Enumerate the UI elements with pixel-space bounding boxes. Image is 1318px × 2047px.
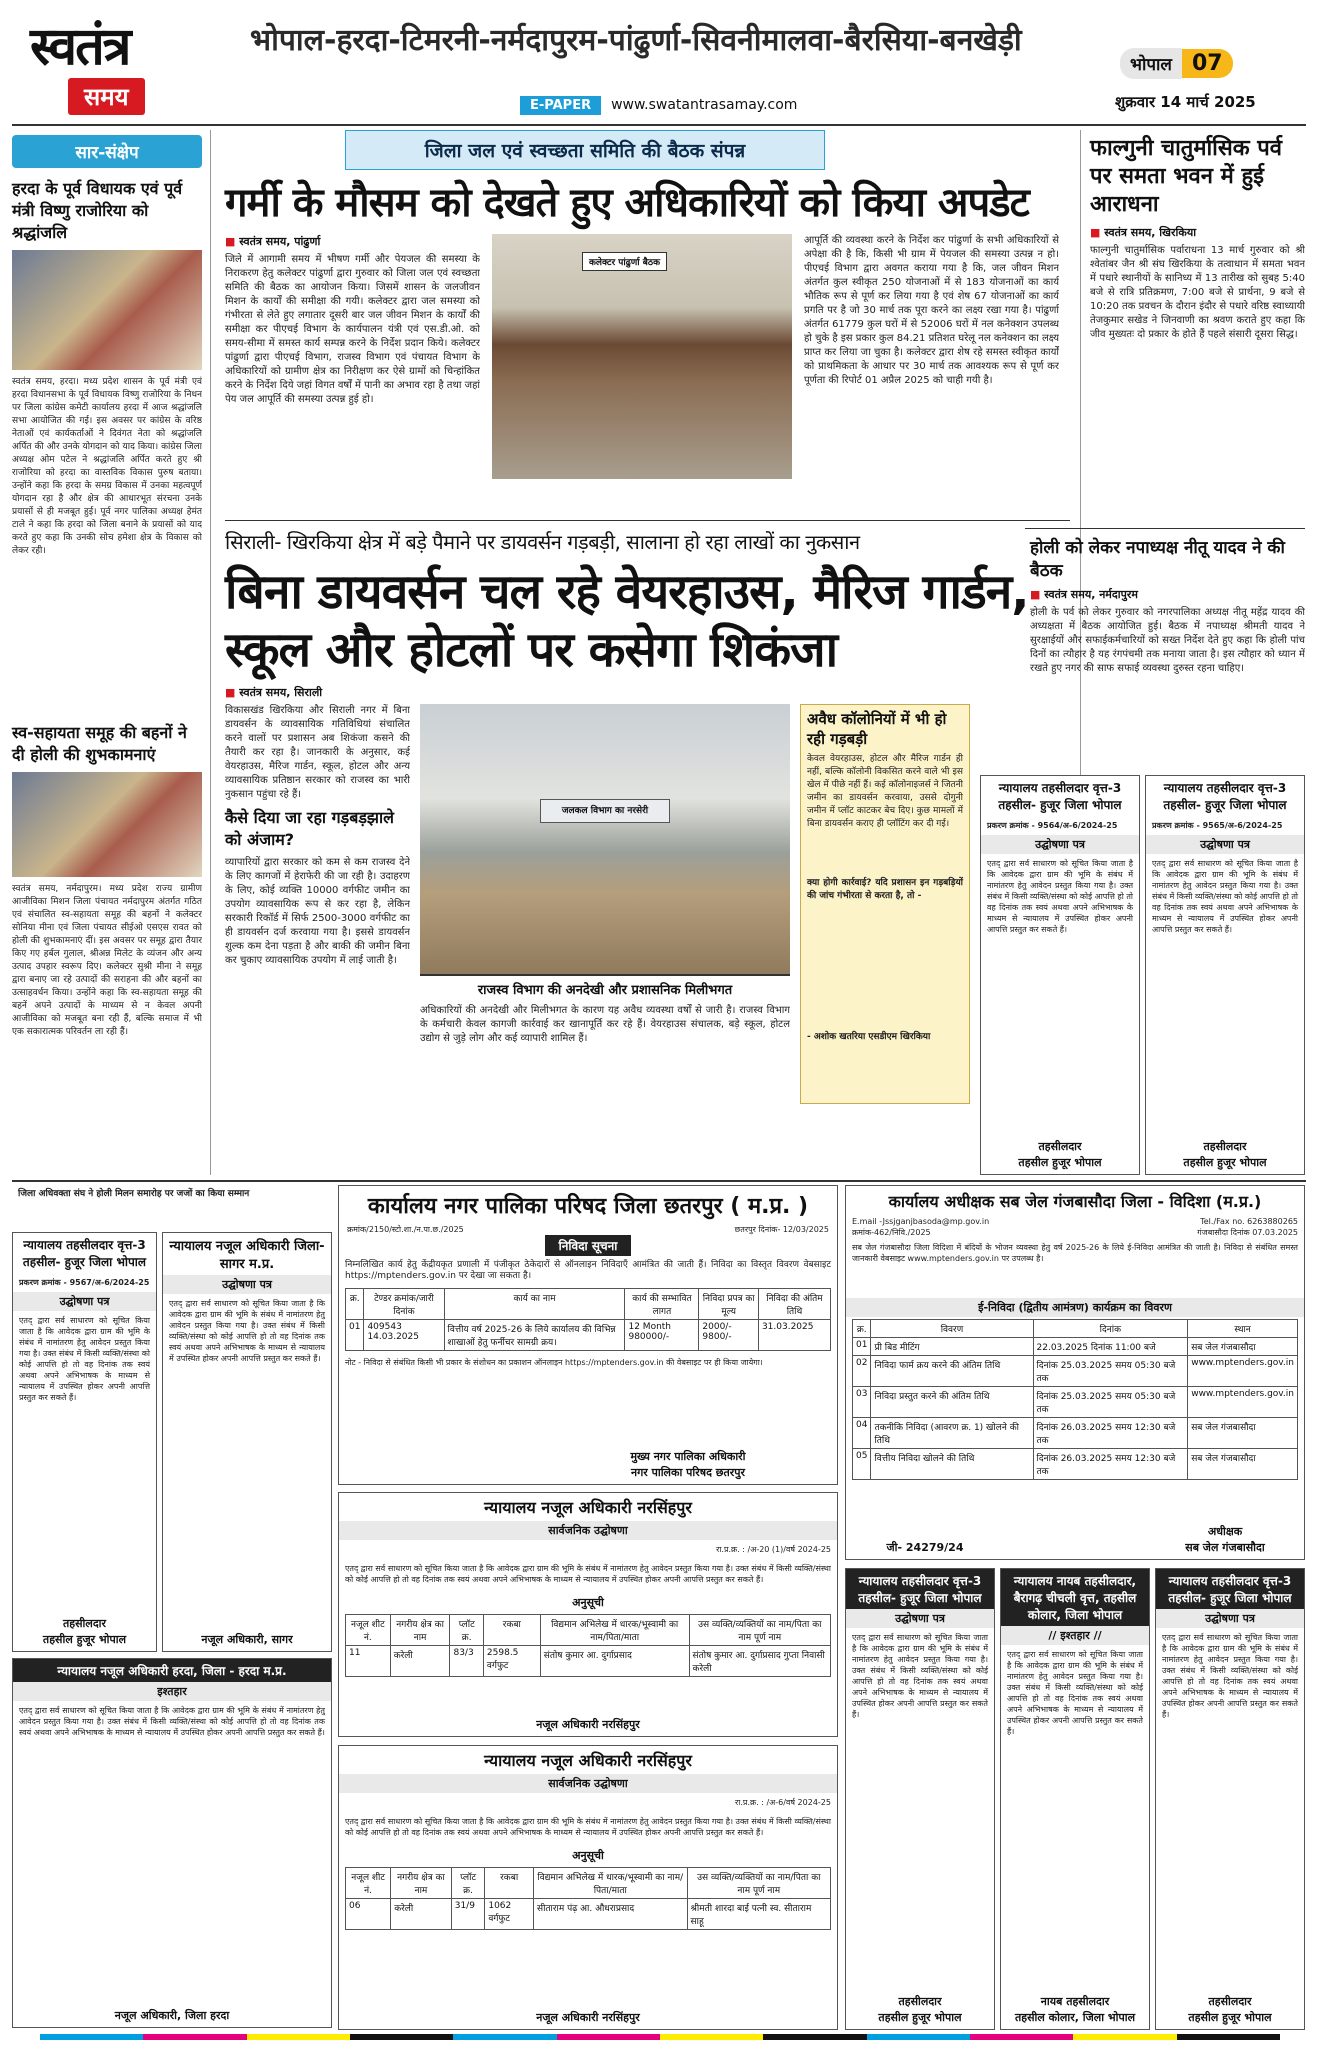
table-cell: 05 [853, 1449, 871, 1480]
tehsil-notice-4 [845, 1568, 995, 2030]
lead-meeting-photo [492, 234, 792, 479]
box-question: क्या होगी कार्रवाई? यदि प्रशासन इन गड़बड़ियों की जांच गंभीरता से करता है, तो - [807, 878, 963, 901]
table-header-cell: उस व्यक्ति/व्यक्तियों का नाम/पिता का नाम पूर्ण नाम [689, 1615, 830, 1646]
edition-cities: भोपाल-हरदा-टिमरनी-नर्मदापुरम-पांढुर्णा-सिवनीमालवा-बैरसिया-बनखेड़ी [250, 23, 1022, 58]
right-story1-body: फाल्गुनी चातुर्मासिक पर्वाराधना 13 मार्च गुरुवार को श्री श्वेतांबर जैन श्री संघ खिरकिया के तत्वाधान में समता भवन में पधारे स्थानीयों के सानिध्य में 13 तारीख को सुबह 5:40 बजे से रात्रि प्रतिक्रमण, 7:00 बजे से प्रार्थना, 9 बजे से 10:20 तक प्रवचन के दौरान इंदौर से पधारे वरिष्ठ स्वाध्यायी तेजकुमार सखेड ने जिनवाणी का श्रवण कराते हुए कहा कि जीव मुख्यतः दो प्रकार के होते हैं पहले संसारी दूसरा सिद्ध। [1090, 245, 1305, 340]
table-header-cell: विद्यमान अभिलेख में धारक/भूस्वामी का नाम/पिता/माता [540, 1615, 689, 1646]
jail-table-title: ई-निविदा (द्वितीय आमंत्रण) कार्यक्रम का विवरण [846, 1298, 1304, 1317]
newspaper-logo [30, 18, 215, 113]
table-cell: करेली [390, 1646, 450, 1677]
tehsil-notice-title: न्यायालय तहसीलदार वृत्त-3 तहसील- हुजूर जिला भोपाल [1163, 781, 1287, 812]
jail-body: सब जेल गंजबासौदा जिला विदिशा में बंदियों के भोजन व्यवस्था हेतु वर्ष 2025-26 के लिये ई-निविदा आमंत्रित की जाती है। निविदा से संबंधित समस्त जानकारी वेबसाइट www.mptenders.gov.in पर उपलब्ध है। [852, 1243, 1298, 1263]
tehsil-notice-body: एतद् द्वारा सर्व साधारण को सूचित किया जाता है कि आवेदक द्वारा ग्राम की भूमि के संबंध में नामांतरण हेतु आवेदन प्रस्तुत किया गया है। उक्त संबंध में किसी व्यक्ति/संस्था को कोई आपत्ति हो तो वह दिनांक तक स्वयं अथवा अपने अभिभाषक के माध्यम से न्यायालय में उपस्थित होकर अपनी आपत्ति प्रस्तुत कर सकते हैं। [1152, 859, 1298, 934]
table-header-cell: कार्य का नाम [444, 1289, 625, 1320]
lead-headline: गर्मी के मौसम को देखते हुए अधिकारियों को किया अपडेट [225, 180, 1029, 226]
tehsil-case-number: प्रकरण क्रमांक - 9567/अ-6/2024-25 [19, 1278, 150, 1287]
tehsil-signature: तहसीलदार [1203, 1140, 1247, 1153]
nazul-nars-table-2 [345, 1867, 831, 1930]
tehsil-notice-body: एतद् द्वारा सर्व साधारण को सूचित किया जाता है कि आवेदक द्वारा ग्राम की भूमि के संबंध में नामांतरण हेतु आवेदन प्रस्तुत किया गया है। उक्त संबंध में किसी व्यक्ति/संस्था को कोई आपत्ति हो तो वह दिनांक तक स्वयं अथवा अपने अभिभाषक के माध्यम से न्यायालय में उपस्थित होकर अपनी आपत्ति प्रस्तुत कर सकते हैं। [987, 859, 1133, 934]
nazul-sagar-title: न्यायालय नजूल अधिकारी जिला-सागर म.प्र. [169, 1239, 325, 1272]
table-cell: 1062 वर्गफुट [485, 1899, 534, 1930]
table-header-cell: स्थान [1188, 1320, 1298, 1338]
diversion-body-2: व्यापारियों द्वारा सरकार को कम से कम राजस्व देने के लिए कागजों में हेराफेरी की जा रही है। उदाहरण के लिए, कोई व्यक्ति 10000 वर्गफीट जमीन का उपयोग व्यावसायिक रूप से कर रहा है, लेकिन सरकारी रिकॉर्ड में सिर्फ 2500-3000 वर्गफीट का ही डायवर्सन दर्ज करवाया गया है। इससे डायवर्सन शुल्क कम देना पड़ता है और बाकी की जमीन बिना कर चुकाए व्यावसायिक उपयोग में लाई जाती है। [225, 857, 410, 966]
table-cell: करेली [391, 1899, 452, 1930]
bairagarh-signature-2: तहसील कोलार, जिला भोपाल [1014, 2011, 1136, 2024]
sidebar-story2-body: स्वतंत्र समय, नर्मदापुरम। मध्य प्रदेश राज्य ग्रामीण आजीविका मिशन जिला पंचायत नर्मदापुरम अंतर्गत गठित एवं संचालित स्व-सहायता समूह की बहनों ने कलेक्टर सोनिया मीना एवं जिला पंचायत सीईओ एसएस रावत को होली की शुभकामनाएं दीं। इस अवसर पर समूह द्वारा तैयार किए गए हर्बल गुलाल, श्रीअन्न मिलेट के व्यंजन और अन्य उत्पाद उपहार स्वरूप दिए। कलेक्टर सुश्री मीना ने समूह द्वारा बनाए जा रहे उत्पादों की सराहना की और बहनों का उत्साहवर्धन किया। उन्होंने कहा कि स्व-सहायता समूह की बहनें अपने उत्पादों के माध्यम से न केवल अपनी आजीविका को मजबूत बना रही हैं, बल्कि समाज में भी एक सकारात्मक परिवर्तन ला रही हैं। [12, 884, 202, 1037]
nazul-harda-subtitle: इश्तहार [13, 1682, 331, 1701]
lead-story [225, 130, 1070, 493]
table-cell: 12 Month 980000/- [625, 1320, 699, 1351]
table-cell: तकनीकि निविदा (आवरण क्र. 1) खोलने की तिथि [871, 1418, 1033, 1449]
epaper-bar [520, 95, 797, 115]
page-indicator [1120, 48, 1233, 79]
edition-city: भोपाल [1120, 48, 1182, 79]
bairagarh-body: एतद् द्वारा सर्व साधारण को सूचित किया जाता है कि आवेदक द्वारा ग्राम की भूमि के संबंध में नामांतरण हेतु आवेदन प्रस्तुत किया गया है। उक्त संबंध में किसी व्यक्ति/संस्था को कोई आपत्ति हो तो वह दिनांक तक स्वयं अथवा अपने अभिभाषक के माध्यम से न्यायालय में उपस्थित होकर अपनी आपत्ति प्रस्तुत कर सकते हैं। [1007, 1650, 1143, 1736]
jail-tender-notice [845, 1185, 1305, 1560]
public-notice-label: उद्घोषणा पत्र [1146, 835, 1304, 854]
table-header-cell: टेण्डर क्रमांक/जारी दिनांक [364, 1289, 444, 1320]
table-header-cell: रकबा [485, 1868, 534, 1899]
masthead [0, 0, 1318, 115]
nazul-nars-schedule: अनुसूची [339, 1846, 837, 1865]
nazul-nars-signature: नजूल अधिकारी नरसिंहपुर [536, 1718, 640, 1731]
nazul-narsinghpur-notice-1 [338, 1492, 838, 1737]
chhatarpur-intro: निम्नलिखित कार्य हेतु केंद्रीयकृत प्रणाली में पंजीकृत ठेकेदारों से ऑनलाइन निविदाएँ आमंत्रित की जाती हैं। निविदा का विस्तृत विवरण वेबसाइट https://mptenders.gov.in पर देखा जा सकता है। [345, 1260, 831, 1281]
section-tag: सार-संक्षेप [12, 135, 202, 168]
lead-body-left: जिले में आगामी समय में भीषण गर्मी और पेयजल की समस्या के निराकरण हेतु कलेक्टर पांढुर्णा द्वारा गुरुवार को जिला जल एवं स्वच्छता समिति की बैठक का आयोजन किया। जिसमें शासन के जलजीवन मिशन के कार्यों की समीक्षा की गयी। कलेक्टर द्वारा जल समस्या को गंभीरता से लेते हुए लगातार दूसरी बार जल जीवन मिशन के कार्यों की समीक्षा कर पीएचई विभाग के कार्यपालन यंत्री एवं एस.डी.ओ. को समय-सीमा में समस्त कार्य सम्पन्न करने के निर्देश प्रदान किये। कलेक्टर पांढुर्णा द्वारा पीएचई विभाग, राजस्व विभाग एवं पंचायत विभाग के अधिकारियों को ग्रामीण क्षेत्र का निरीक्षण कर ऐसे ग्रामों को चिन्हांकित करने के निर्देश दिये जहां विगत वर्षों में पानी का अभाव रहा है तथा जहां पेय जल आपूर्ति की समस्या उत्पन्न हुई हो। [225, 254, 480, 405]
table-cell: www.mptenders.gov.in [1188, 1387, 1298, 1418]
box-body: केवल वेयरहाउस, होटल और मैरिज गार्डन ही नहीं, बल्कि कॉलोनी विकसित करने वाले भी इस खेल में पीछे नहीं हैं। कई कॉलोनाइजर्स ने जितनी जमीन का डायवर्सन करवाया, उससे दोगुनी जमीन में प्लॉट काटकर बेच दिए। कुछ मामलों में बिना डायवर्सन कराए ही प्लॉटिंग कर दी गई। [807, 754, 963, 829]
table-header-cell: नजूल शीट नं. [346, 1615, 391, 1646]
table-cell: वित्तीय वर्ष 2025-26 के लिये कार्यालय की विभिन्न शाखाओं हेतु फर्नीचर सामग्री क्रय। [444, 1320, 625, 1351]
nazul-nars-signature: नजूल अधिकारी नरसिंहपुर [536, 2011, 640, 2024]
tehsil-notice-title: न्यायालय तहसीलदार वृत्त-3 तहसील- हुजूर जिला भोपाल [1156, 1569, 1304, 1609]
right-story1-headline: फाल्गुनी चातुर्मासिक पर्व पर समता भवन में हुई आराधना [1090, 136, 1283, 217]
table-header-cell: नजूल शीट नं. [346, 1868, 391, 1899]
table-cell: 409543 14.03.2025 [364, 1320, 444, 1351]
table-cell: 01 [346, 1320, 364, 1351]
tehsil-signature-2: तहसील हुजूर भोपाल [1018, 1156, 1102, 1169]
table-row [853, 1338, 1298, 1356]
table-header-cell: नगरीय क्षेत्र का नाम [391, 1868, 452, 1899]
table-header-cell: विवरण [871, 1320, 1033, 1338]
table-cell: निविदा प्रस्तुत करने की अंतिम तिथि [871, 1387, 1033, 1418]
table-cell: निविदा फार्म क्रय करने की अंतिम तिथि [871, 1356, 1033, 1387]
sidebar-column [12, 135, 202, 1213]
holi-meeting-headline: होली को लेकर नपाध्यक्ष नीतू यादव ने की बैठक [1030, 538, 1285, 581]
table-cell: संतोष कुमार आ. दुर्गाप्रसाद [540, 1646, 689, 1677]
table-cell: www.mptenders.gov.in [1188, 1356, 1298, 1387]
table-cell: 01 [853, 1338, 871, 1356]
jail-date: गंजबासौदा दिनांक 07.03.2025 [1197, 1228, 1298, 1237]
tehsil-notice-3 [12, 1232, 157, 1652]
photo-caption: राजस्व विभाग की अनदेखी और प्रशासनिक मिलीभगत [420, 974, 790, 1002]
page-number: 07 [1182, 49, 1233, 78]
chhatarpur-tender-notice [338, 1185, 838, 1485]
table-cell: दिनांक 25.03.2025 समय 05:30 बजे तक [1033, 1387, 1188, 1418]
tehsil-notice-title: न्यायालय तहसीलदार वृत्त-3 तहसील- हुजूर जिला भोपाल [22, 1238, 147, 1269]
table-cell: 03 [853, 1387, 871, 1418]
table-cell: वित्तीय निविदा खोलने की तिथि [871, 1449, 1033, 1480]
tehsil-signature-2: तहसील हुजूर भोपाल [1183, 1156, 1267, 1169]
tehsil-signature: तहसीलदार [1208, 1995, 1252, 2008]
table-header-cell: विद्यमान अभिलेख में धारक/भूस्वामी का नाम/पिता/माता [534, 1868, 688, 1899]
table-cell: दिनांक 26.03.2025 समय 12:30 बजे तक [1033, 1449, 1188, 1480]
tehsil-case-number: प्रकरण क्रमांक - 9564/अ-6/2024-25 [987, 821, 1118, 830]
table-header-cell: नगरीय क्षेत्र का नाम [390, 1615, 450, 1646]
bairagarh-subtitle: // इश्तहार // [1001, 1626, 1149, 1645]
table-cell: 2000/- 9800/- [699, 1320, 759, 1351]
tehsil-notice-title: न्यायालय तहसीलदार वृत्त-3 तहसील- हुजूर जिला भोपाल [846, 1569, 994, 1609]
meeting-banner-sign: कलेक्टर पांढुर्णा बैठक [582, 252, 667, 271]
chhatarpur-note: नोट - निविदा से संबंधित किसी भी प्रकार के संशोधन का प्रकाशन ऑनलाइन https://mptenders.gov.in की वेबसाइट पर ही किया जायेगा। [345, 1358, 763, 1367]
holi-strip-text: जिला अधिवक्ता संघ ने होली मिलन समारोह पर जजों का किया सम्मान [18, 1189, 250, 1199]
public-notice-label: उद्घोषणा पत्र [1156, 1609, 1304, 1628]
lead-byline: ■ स्वतंत्र समय, पांढुर्णा [225, 234, 480, 249]
table-cell: सब जेल गंजबासौदा [1188, 1449, 1298, 1480]
sidebar-story1-photo [12, 250, 202, 370]
nazul-nars-subtitle: सार्वजनिक उद्घोषणा [339, 1774, 837, 1793]
public-notice-label: उद्घोषणा पत्र [13, 1292, 156, 1311]
table-header-cell: क्र. [853, 1320, 871, 1338]
chhatarpur-notice-label: निविदा सूचना [545, 1235, 632, 1256]
nazul-nars-table-1 [345, 1614, 831, 1677]
diversion-body-1: विकासखंड खिरकिया और सिराली नगर में बिना डायवर्सन के व्यावसायिक गतिविधियां संचालित करने वालों पर प्रशासन अब शिकंजा कसने की तैयारी कर रहा है। जानकारी के अनुसार, कई वेयरहाउस, मैरिज गार्डन, स्कूल, होटल और अन्य व्यावसायिक प्रतिष्ठान सरकार को राजस्व का भारी नुकसान पहुंचा रहे हैं। [225, 705, 410, 800]
lead-banner: जिला जल एवं स्वच्छता समिति की बैठक संपन्न [345, 130, 825, 170]
tehsil-signature-2: तहसील हुजूर भोपाल [1188, 2011, 1272, 2024]
table-header-cell: निविदा प्रपत्र का मूल्य [699, 1289, 759, 1320]
diversion-subhead: कैसे दिया जा रहा गड़बड़झाले को अंजाम? [225, 808, 395, 849]
nazul-harda-body: एतद् द्वारा सर्व साधारण को सूचित किया जाता है कि आवेदक द्वारा ग्राम की भूमि के संबंध में नामांतरण हेतु आवेदन प्रस्तुत किया गया है। उक्त संबंध में किसी व्यक्ति/संस्था को कोई आपत्ति हो तो वह दिनांक तक स्वयं अथवा अपने अभिभाषक के माध्यम से न्यायालय में उपस्थित होकर अपनी आपत्ति प्रस्तुत कर सकते हैं। [19, 1706, 325, 1737]
table-cell: प्री बिड मीटिंग [871, 1338, 1033, 1356]
table-header-cell: कार्य की सम्भावित लागत [625, 1289, 699, 1320]
tehsil-notice-body: एतद् द्वारा सर्व साधारण को सूचित किया जाता है कि आवेदक द्वारा ग्राम की भूमि के संबंध में नामांतरण हेतु आवेदन प्रस्तुत किया गया है। उक्त संबंध में किसी व्यक्ति/संस्था को कोई आपत्ति हो तो वह दिनांक तक स्वयं अथवा अपने अभिभाषक के माध्यम से न्यायालय में उपस्थित होकर अपनी आपत्ति प्रस्तुत कर सकते हैं। [852, 1633, 988, 1719]
table-cell: 11 [346, 1646, 391, 1677]
nazul-nars-schedule: अनुसूची [339, 1593, 837, 1612]
table-cell: संतोष कुमार आ. दुर्गाप्रसाद गुप्ता निवासी करेली [689, 1646, 830, 1677]
diversion-deck: सिराली- खिरकिया क्षेत्र में बड़े पैमाने पर डायवर्सन गड़बड़ी, सालाना हो रहा लाखों का नुकसान [225, 530, 860, 554]
chhatarpur-signature: मुख्य नगर पालिका अधिकारी [630, 1450, 746, 1463]
right-column [1090, 135, 1305, 544]
masthead-divider [12, 124, 1306, 126]
jail-ref: क्रमांक-462/निवि./2025 [852, 1228, 931, 1237]
nazul-harda-title: न्यायालय नजूल अधिकारी हरदा, जिला - हरदा म.प्र. [13, 1659, 331, 1682]
box-signature: - अशोक खतरिया एसडीएम खिरकिया [807, 1032, 931, 1042]
jail-table [852, 1319, 1298, 1480]
box-headline: अवैध कॉलोनियों में भी हो रही गड़बड़ी [807, 710, 947, 748]
table-header-cell: उस व्यक्ति/व्यक्तियों का नाम/पिता का नाम पूर्ण नाम [687, 1868, 830, 1899]
diversion-byline: ■ स्वतंत्र समय, सिराली [225, 685, 410, 700]
nazul-nars-case: रा.प्र.क्र. : /अ-6/वर्ष 2024-25 [735, 1798, 831, 1807]
tehsil-signature: तहसीलदार [898, 1995, 942, 2008]
nazul-nars-body: एतद् द्वारा सर्व साधारण को सूचित किया जाता है कि आवेदक द्वारा ग्राम की भूमि के संबंध में नामांतरण हेतु आवेदन प्रस्तुत किया गया है। उक्त संबंध में किसी व्यक्ति/संस्था को कोई आपत्ति हो तो वह दिनांक तक स्वयं अथवा अपने अभिभाषक के माध्यम से न्यायालय में उपस्थित होकर अपनी आपत्ति प्रस्तुत कर सकते हैं। [345, 1564, 831, 1584]
table-cell: 06 [346, 1899, 391, 1930]
table-cell: 2598.5 वर्गफुट [483, 1646, 540, 1677]
logo-bottom-text: समय [68, 78, 145, 115]
table-header-cell: प्लॉट क्र. [451, 1868, 485, 1899]
nazul-sagar-signature: नजूल अधिकारी, सागर [201, 1633, 293, 1646]
nazul-harda-notice [12, 1658, 332, 2028]
sidebar-story1-body: स्वतंत्र समय, हरदा। मध्य प्रदेश शासन के पूर्व मंत्री एवं हरदा विधानसभा के पूर्व विधायक विष्णु राजोरिया के निधन पर जिला कांग्रेस कमेटी कार्यालय हरदा में आज श्रद्धांजलि सभा आयोजित की गई। इस अवसर पर कांग्रेस के वरिष्ठ नेताओं एवं कार्यकर्ताओं ने दिवंगत नेता को श्रद्धांजलि अर्पित की और उनके योगदान को याद किया। कांग्रेस जिला अध्यक्ष ओम पटेल ने श्रद्धांजलि अर्पित करते हुए श्री राजोरिया को हरदा का वास्तविक विकास पुरुष बताया। उन्होंने कहा कि हरदा के समग्र विकास में उनका महत्वपूर्ण योगदान रहा है और क्षेत्र की आधारभूत संरचना उनके प्रयासों से ही मजबूत हुई। पूर्व नगर पालिका अध्यक्ष हेमंत टाले ने कहा कि हरदा को जिला बनाने के प्रयासों को याद करते हुए कहा कि उनकी सोच हमेशा क्षेत्र के विकास को लेकर रही। [12, 377, 202, 556]
tehsil-notice-5 [1155, 1568, 1305, 2030]
bairagarh-title: न्यायालय नायब तहसीलदार, बैरागढ़ चीचली वृत्त, तहसील कोलार, जिला भोपाल [1001, 1569, 1149, 1626]
sidebar-story2-headline: स्व-सहायता समूह की बहनों ने दी होली की शुभकामनाएं [12, 723, 187, 764]
table-row [853, 1449, 1298, 1480]
right-divider [1025, 528, 1305, 529]
table-cell: 31.03.2025 [758, 1320, 830, 1351]
holi-meeting-body: होली के पर्व को लेकर गुरुवार को नगरपालिका अध्यक्ष नीतू महेंद्र यादव की अध्यक्षता में बैठक आयोजित हुई। बैठक में नपाध्यक्ष श्रीमती यादव ने सुरक्षाईयों और सफाईकर्मचारियों को सख्त निर्देश देते हुए कहा कि होली पांच दिनों का त्यौहार है यह रंगपंचमी तक मनाया जाता है। इस त्यौहार को ध्यान में रखते हुए नगर की साफ सफाई व्यवस्था दुरुस्त रहना चाहिए। [1030, 607, 1305, 674]
tehsil-signature: तहसीलदार [62, 1617, 107, 1630]
issue-date: शुक्रवार 14 मार्च 2025 [1115, 93, 1256, 111]
chhatarpur-ref: क्रमांक/2150/स्टो.शा./न.पा.छ./2025 [347, 1225, 464, 1234]
nazul-nars-title: न्यायालय नजूल अधिकारी नरसिंहपुर [484, 1498, 692, 1517]
table-cell: 02 [853, 1356, 871, 1387]
gate-sign: जलकल विभाग का नरसेरी [540, 799, 670, 823]
lead-body-right: आपूर्ति की व्यवस्था करने के निर्देश कर पांढुर्णा के सभी अधिकारियों से अपेक्षा की है कि, किसी भी ग्राम में पेयजल की समस्या उत्पन्न न हो। पीएचई विभाग द्वारा अवगत कराया गया है कि, जल जीवन मिशन अंतर्गत कुल स्वीकृत 250 योजनाओं में से 183 योजनाओं का कार्य भौतिक रूप से पूर्ण कर लिया गया है एवं शेष 67 योजनाओं का कार्य प्रगति पर है जो 30 मार्च तक पूरा करने का लक्ष्य रखा गया है। पांढुर्णा अंतर्गत 61779 कुल घरों में से 52006 घरों में नल कनेक्शन उपलब्ध हो चुके है इस प्रकार कुल 84.21 प्रतिशत घरेलू नल कनेक्शन का लक्ष्य प्राप्त कर लिया जा चुका है। कलेक्टर द्वारा शेष रहे समस्त स्वीकृत कार्यों को प्राथमिकता के आधार पर 30 मार्च तक आवश्यक रूप से पूर्ण कर पूर्णता की रिपोर्ट 01 अप्रैल 2025 को चाही गयी है। [804, 235, 1059, 386]
chhatarpur-date: छतरपुर दिनांक- 12/03/2025 [734, 1225, 829, 1234]
table-header-cell: दिनांक [1033, 1320, 1188, 1338]
jail-code: जी- 24279/24 [886, 1541, 964, 1554]
jail-email[interactable]: E.mail -Jssjganjbasoda@mp.gov.in [852, 1217, 990, 1226]
table-row [853, 1418, 1298, 1449]
public-notice-label: उद्घोषणा पत्र [981, 835, 1139, 854]
right-story1-byline: ■ स्वतंत्र समय, खिरकिया [1090, 225, 1305, 240]
table-header-cell: क्र. [346, 1289, 364, 1320]
notices-divider [12, 1180, 1306, 1182]
public-notice-label: उद्घोषणा पत्र [846, 1609, 994, 1628]
holi-strip [12, 1185, 332, 1227]
chhatarpur-title: कार्यालय नगर पालिका परिषद जिला छतरपुर ( म.प्र. ) [367, 1194, 809, 1219]
jail-signature: अधीक्षक [1207, 1525, 1243, 1538]
table-cell: सब जेल गंजबासौदा [1188, 1338, 1298, 1356]
tehsil-notice-title: न्यायालय तहसीलदार वृत्त-3 तहसील- हुजूर जिला भोपाल [998, 781, 1122, 812]
chhatarpur-signature-2: नगर पालिका परिषद छतरपुर [630, 1466, 745, 1479]
website-url[interactable]: www.swatantrasamay.com [611, 97, 798, 113]
nazul-nars-subtitle: सार्वजनिक उद्घोषणा [339, 1521, 837, 1540]
diversion-body-3: अधिकारियों की अनदेखी और मिलीभगत के कारण यह अवैध व्यवस्था वर्षों से जारी है। राजस्व विभाग के कर्मचारी केवल कागजी कार्रवाई कर खानापूर्ति कर रहे हैं। वेयरहाउस संचालक, बड़े स्कूल, होटल उद्योग से जुड़े लोग और कई व्यापारी शामिल हैं। [420, 1005, 790, 1044]
holi-meeting-byline: ■ स्वतंत्र समय, नर्मदापुरम [1030, 587, 1305, 602]
tehsil-notice-1 [980, 775, 1140, 1175]
tehsil-signature-2: तहसील हुजूर भोपाल [878, 2011, 962, 2024]
tehsil-notice-2 [1145, 775, 1305, 1175]
bairagarh-signature: नायब तहसीलदार [1040, 1995, 1110, 2008]
public-notice-label: उद्घोषणा पत्र [163, 1275, 331, 1294]
tehsil-case-number: प्रकरण क्रमांक - 9565/अ-6/2024-25 [1152, 821, 1283, 830]
sidebar-story2-photo [12, 772, 202, 877]
tehsil-notice-body: एतद् द्वारा सर्व साधारण को सूचित किया जाता है कि आवेदक द्वारा ग्राम की भूमि के संबंध में नामांतरण हेतु आवेदन प्रस्तुत किया गया है। उक्त संबंध में किसी व्यक्ति/संस्था को कोई आपत्ति हो तो वह दिनांक तक स्वयं अथवा अपने अभिभाषक के माध्यम से न्यायालय में उपस्थित होकर अपनी आपत्ति प्रस्तुत कर सकते हैं। [1162, 1633, 1298, 1719]
table-cell: सीताराम पंढ़ आ. औधराप्रसाद [534, 1899, 688, 1930]
sidebar-story1-headline: हरदा के पूर्व विधायक एवं पूर्व मंत्री विष्णु राजोरिया को श्रद्धांजलि [12, 179, 183, 242]
table-cell: 22.03.2025 दिनांक 11:00 बजे [1033, 1338, 1188, 1356]
nazul-nars-title: न्यायालय नजूल अधिकारी नरसिंहपुर [484, 1751, 692, 1770]
bairagarh-notice [1000, 1568, 1150, 2030]
tehsil-signature-2: तहसील हुजूर भोपाल [42, 1633, 127, 1646]
table-cell: 83/3 [450, 1646, 483, 1677]
jail-signature-2: सब जेल गंजबासौदा [1185, 1541, 1265, 1554]
jail-title: कार्यालय अधीक्षक सब जेल गंजबासौदा जिला - विदिशा (म.प्र.) [888, 1192, 1262, 1211]
logo-top-text: स्वतंत्र [30, 16, 130, 77]
epaper-label: E-PAPER [520, 96, 601, 115]
diversion-headline: बिना डायवर्सन चल रहे वेयरहाउस, मैरिज गार्डन, स्कूल और होटलों पर कसेगा शिकंजा [225, 564, 1029, 678]
column-divider [210, 130, 211, 1175]
print-color-bar [40, 2034, 1280, 2040]
table-cell: श्रीमती शारदा बाई पत्नी स्व. सीताराम साहू [687, 1899, 830, 1930]
illegal-colonies-box [800, 704, 970, 1104]
table-row [853, 1356, 1298, 1387]
warehouse-gate-photo [420, 704, 790, 974]
section-divider [225, 520, 1070, 521]
table-header-cell: रकबा [483, 1615, 540, 1646]
chhatarpur-table [345, 1288, 831, 1351]
table-row [853, 1387, 1298, 1418]
tehsil-notice-body: एतद् द्वारा सर्व साधारण को सूचित किया जाता है कि आवेदक द्वारा ग्राम की भूमि के संबंध में नामांतरण हेतु आवेदन प्रस्तुत किया गया है। उक्त संबंध में किसी व्यक्ति/संस्था को कोई आपत्ति हो तो वह दिनांक तक स्वयं अथवा अपने अभिभाषक के माध्यम से न्यायालय में उपस्थित होकर अपनी आपत्ति प्रस्तुत कर सकते हैं। [19, 1316, 150, 1402]
nazul-harda-signature: नजूल अधिकारी, जिला हरदा [114, 2009, 230, 2022]
table-header-cell: प्लॉट क्र. [450, 1615, 483, 1646]
table-cell: 04 [853, 1418, 871, 1449]
holi-meeting-story [1030, 535, 1305, 791]
table-cell: दिनांक 26.03.2025 समय 12:30 बजे तक [1033, 1418, 1188, 1449]
nazul-sagar-body: एतद् द्वारा सर्व साधारण को सूचित किया जाता है कि आवेदक द्वारा ग्राम की भूमि के संबंध में नामांतरण हेतु आवेदन प्रस्तुत किया गया है। उक्त संबंध में किसी व्यक्ति/संस्था को कोई आपत्ति हो तो वह दिनांक तक स्वयं अथवा अपने अभिभाषक के माध्यम से न्यायालय में उपस्थित होकर अपनी आपत्ति प्रस्तुत कर सकते हैं। [169, 1299, 325, 1363]
tehsil-signature: तहसीलदार [1038, 1140, 1082, 1153]
table-header-cell: निविदा की अंतिम तिथि [758, 1289, 830, 1320]
table-cell: दिनांक 25.03.2025 समय 05:30 बजे तक [1033, 1356, 1188, 1387]
nazul-nars-body: एतद् द्वारा सर्व साधारण को सूचित किया जाता है कि आवेदक द्वारा ग्राम की भूमि के संबंध में नामांतरण हेतु आवेदन प्रस्तुत किया गया है। उक्त संबंध में किसी व्यक्ति/संस्था को कोई आपत्ति हो तो वह दिनांक तक स्वयं अथवा अपने अभिभाषक के माध्यम से न्यायालय में उपस्थित होकर अपनी आपत्ति प्रस्तुत कर सकते हैं। [345, 1817, 831, 1837]
diversion-story [225, 528, 1070, 1104]
nazul-narsinghpur-notice-2 [338, 1745, 838, 2030]
table-cell: सब जेल गंजबासौदा [1188, 1418, 1298, 1449]
nazul-sagar-notice [162, 1232, 332, 1652]
table-cell: 31/9 [451, 1899, 485, 1930]
nazul-nars-case: रा.प्र.क्र. : /अ-20 (1)/वर्ष 2024-25 [716, 1545, 831, 1554]
jail-phone: Tel./Fax no. 6263880265 [1200, 1217, 1298, 1226]
